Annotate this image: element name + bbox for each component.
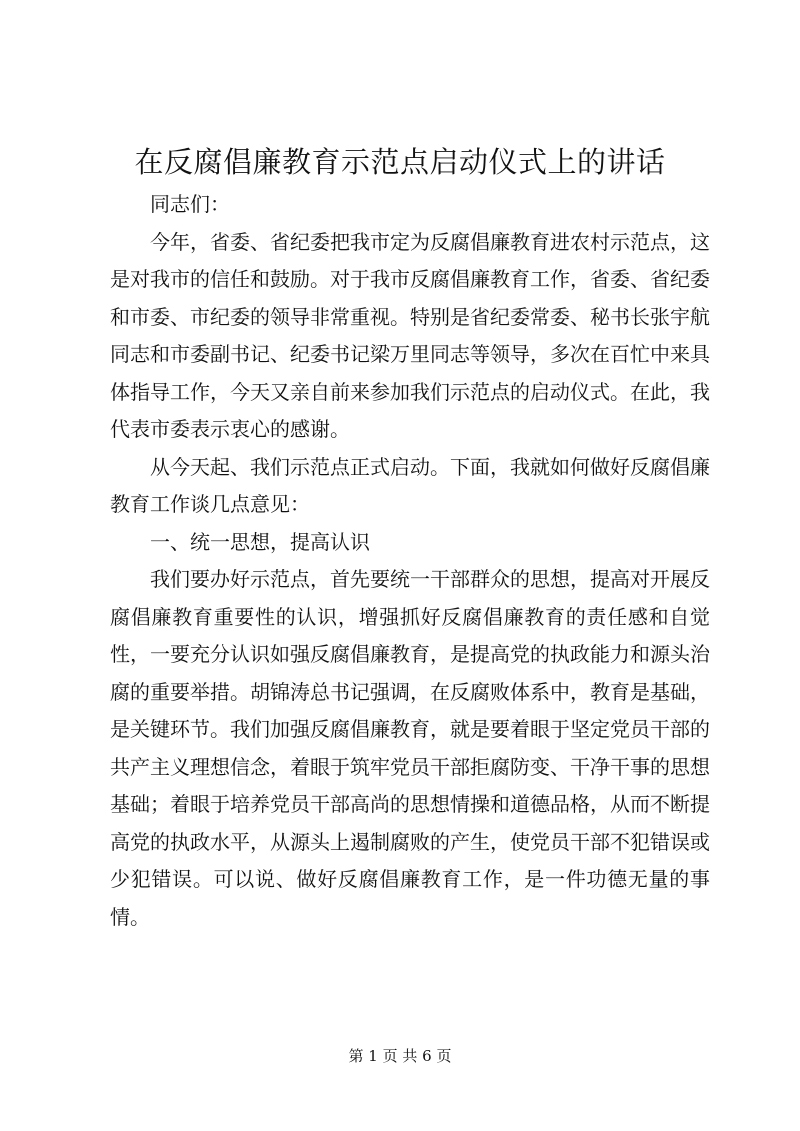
paragraph: 从今天起、我们示范点正式启动。下面，我就如何做好反腐倡廉教育工作谈几点意见： (110, 454, 710, 516)
document-title: 在反腐倡廉教育示范点启动仪式上的讲话 (134, 145, 666, 179)
paragraph: 我们要办好示范点，首先要统一干部群众的思想，提高对开展反腐倡廉教育重要性的认识，增强抓好反腐倡廉教育的责任感和自觉性，一要充分认识如强反腐倡廉教育，是提高党的执政能力和源头治腐的重要举措。胡锦涛总书记强调，在反腐败体系中，教育是基础，是关键环节。我们加强反腐倡廉教育，就是要着眼于坚定党员干部的共产主义理想信念，着眼于筑牢党员干部拒腐防变、干净干事的思想基础；着眼于培养党员干部高尚的思想情操和道德品格，从而不断提高党的执政水平，从源头上遏制腐败的产生，使党员干部不犯错误或少犯错误。可以说、做好反腐倡廉教育工作，是一件功德无量的事情。 (110, 567, 710, 929)
page-footer: 第 1 页 共 6 页 (348, 1047, 452, 1065)
section-heading: 一、统一思想，提高认识 (150, 529, 370, 554)
document-body (110, 186, 710, 936)
paragraph: 今年，省委、省纪委把我市定为反腐倡廉教育进农村示范点，这是对我市的信任和鼓励。对于我市反腐倡廉教育工作，省委、省纪委和市委、市纪委的领导非常重视。特别是省纪委常委、秘书长张宇航同志和市委副书记、纪委书记梁万里同志等领导，多次在百忙中来具体指导工作，今天又亲自前来参加我们示范点的启动仪式。在此，我代表市委表示衷心的感谢。 (110, 229, 710, 441)
salutation: 同志们： (150, 192, 230, 216)
